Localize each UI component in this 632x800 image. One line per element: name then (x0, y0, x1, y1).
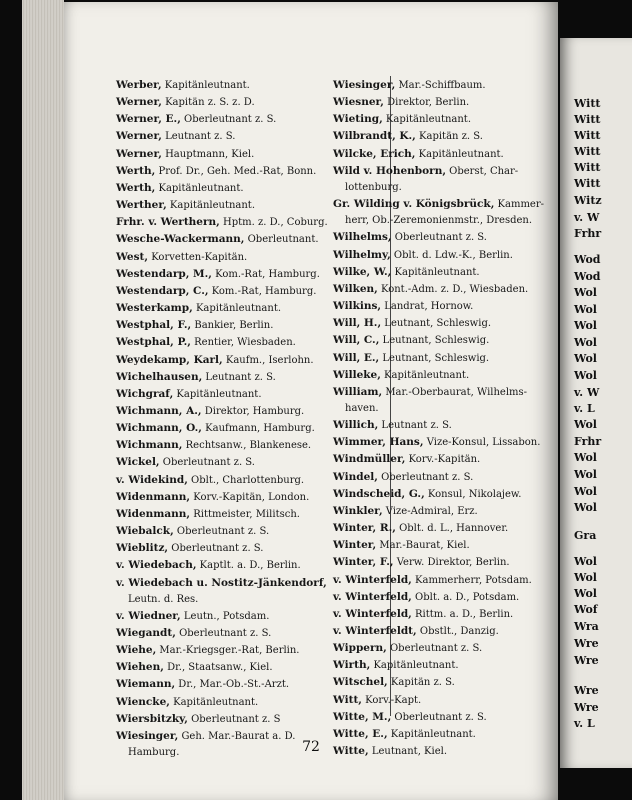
entry-details: Oberleutnant z. S. (391, 232, 487, 244)
entry-details: Kapitänleutnant. (382, 114, 471, 126)
entry-details: Landrat, Hornow. (381, 301, 474, 313)
right-column (333, 77, 545, 760)
book-page-edges (22, 0, 64, 800)
entry-details: Mar.-Kriegsger.-Rat, Berlin. (156, 645, 300, 657)
entry-name: Wiegandt, (116, 627, 176, 639)
entry-details: Kapitänleutnant. (161, 80, 250, 91)
entry-name: Wichmann, O., (116, 422, 202, 435)
entry-name: Wieting, (333, 113, 383, 126)
directory-entry (116, 608, 322, 625)
entry-name: v. Winterfeld, (333, 607, 412, 620)
entry-details: Kapitänleutnant. (169, 696, 259, 708)
adjacent-page-fragment: v. W (574, 211, 600, 224)
directory-entry (333, 537, 535, 554)
entry-name: Witte, E., (333, 727, 388, 740)
entry-name: Witschel, (333, 676, 388, 689)
entry-details: Kom.-Rat, Hamburg. (211, 268, 320, 280)
entry-details: Korvetten-Kapitän. (148, 251, 248, 263)
entry-name: West, (116, 250, 149, 263)
directory-entry (116, 454, 322, 471)
entry-name: Wiesinger, (333, 79, 396, 91)
entry-details: Direktor, Hamburg. (201, 405, 305, 417)
entry-name: Werth, (116, 164, 156, 177)
entry-details: Oblt., Charlottenburg. (187, 474, 305, 486)
page-number: 72 (302, 739, 320, 755)
directory-entry (116, 94, 322, 111)
entry-details: Oberleutnant z. S. (173, 526, 270, 538)
adjacent-page-fragment: Wol (574, 451, 597, 464)
entry-name: Wichmann, (116, 439, 183, 452)
entry-details: Kapitän z. S. (415, 131, 483, 143)
entry-name: Witte, M., (333, 710, 392, 723)
directory-entry (116, 642, 322, 659)
entry-details: Oblt. d. L., Hannover. (395, 523, 509, 535)
entry-details: Korv.-Kapt. (361, 694, 422, 706)
entry-details: Mar.-Baurat, Kiel. (376, 540, 470, 552)
entry-name: Westendarp, C., (116, 284, 209, 297)
directory-entry (333, 247, 535, 264)
entry-name: v. Winterfeld, (333, 590, 412, 603)
adjacent-page-fragment: Wre (574, 637, 599, 650)
entry-name: Winter, R., (333, 522, 396, 535)
adjacent-page-fragment: Wra (574, 620, 599, 633)
entry-details: Kammerherr, Potsdam. (411, 574, 532, 586)
directory-entry (333, 520, 535, 537)
adjacent-page-fragment: Witt (574, 161, 601, 174)
adjacent-page-fragment: Wol (574, 369, 597, 382)
entry-name: Wilhelmy, (333, 248, 391, 261)
entry-details: Korv.-Kapitän. (405, 454, 481, 466)
entry-name: Werner, (116, 147, 162, 160)
entry-details: Kapitän z. S. z. D. (161, 97, 255, 109)
entry-name: Werner, (116, 96, 162, 109)
adjacent-page-fragment: Gra (574, 529, 597, 542)
entry-name: Wiersbitzky, (116, 712, 188, 725)
directory-entry (116, 369, 322, 386)
entry-details: Oberleutnant z. S. (391, 711, 487, 723)
entry-details: Oberleutnant z. S (187, 713, 281, 725)
entry-details: Leutnant z. S. (161, 131, 236, 143)
entry-details: Oblt. d. Ldw.-K., Berlin. (390, 249, 513, 261)
adjacent-page-fragment: Wol (574, 587, 597, 600)
entry-name: Wilbrandt, K., (333, 130, 416, 143)
entry-name: Wilhelms, (333, 231, 392, 244)
adjacent-page-fragment: v. W (574, 386, 600, 399)
directory-entry (333, 128, 535, 145)
directory-entry (116, 231, 322, 248)
directory-entry (333, 554, 535, 571)
directory-entry (333, 469, 535, 486)
entry-continuation: haven. (345, 402, 379, 414)
directory-entry (333, 315, 535, 332)
adjacent-page-fragment: Wod (574, 270, 601, 283)
entry-name: Widenmann, (116, 490, 191, 503)
directory-entry (116, 197, 322, 214)
entry-name: Wiebalck, (116, 525, 174, 538)
adjacent-page-fragment: Wol (574, 571, 597, 584)
entry-name: v. Winterfeldt, (333, 625, 417, 637)
entry-name: Winkler, (333, 504, 383, 517)
entry-name: Will, E., (333, 351, 380, 364)
entry-name: Will, H., (333, 317, 382, 330)
entry-name: Wilke, W., (333, 265, 392, 278)
adjacent-page-fragment: Wol (574, 319, 597, 332)
directory-entry (333, 657, 535, 674)
entry-name: Werther, (116, 199, 167, 212)
entry-details: Direktor, Berlin. (383, 97, 470, 109)
entry-details: Oberleutnant z. S. (377, 471, 474, 483)
adjacent-page-fragment: Wol (574, 418, 597, 431)
directory-entry (333, 417, 535, 434)
entry-name: v. Widekind, (116, 473, 188, 486)
entry-details: Bankier, Berlin. (191, 320, 274, 332)
entry-details: Kaptlt. a. D., Berlin. (196, 560, 301, 572)
adjacent-page-fragment: Witt (574, 129, 601, 142)
entry-name: Winter, F., (333, 556, 394, 569)
directory-entry (116, 540, 322, 557)
entry-details: Leutn., Potsdam. (180, 610, 270, 622)
entry-details: Dr., Staatsanw., Kiel. (163, 662, 273, 674)
entry-name: v. Winterfeld, (333, 573, 412, 586)
directory-entry (333, 298, 535, 315)
adjacent-page-fragment: Wol (574, 352, 597, 365)
directory-entry (333, 367, 535, 384)
entry-details: Kapitänleutnant. (380, 369, 470, 381)
directory-entry (116, 489, 322, 506)
entry-name: Winter, (333, 539, 377, 552)
left-column (116, 77, 328, 761)
directory-entry (116, 506, 322, 523)
adjacent-page-fragment: Wod (574, 253, 601, 266)
directory-entry (333, 196, 545, 229)
entry-name: Wiesinger, (116, 729, 179, 742)
entry-details: Korv.-Kapitän, London. (190, 491, 310, 503)
directory-entry (333, 623, 535, 640)
directory-entry (333, 77, 535, 94)
directory-entry (116, 163, 322, 180)
adjacent-page-fragment: Wol (574, 501, 597, 514)
directory-entry (116, 214, 328, 231)
adjacent-page-fragment: Witt (574, 113, 601, 126)
directory-entry (116, 575, 327, 608)
directory-entry (116, 403, 322, 420)
entry-details: Prof. Dr., Geh. Med.-Rat, Bonn. (155, 165, 317, 177)
entry-name: Windel, (333, 470, 378, 483)
entry-details: Dr., Mar.-Ob.-St.-Arzt. (175, 679, 290, 691)
entry-name: Werner, (116, 130, 162, 143)
entry-name: Werth, (116, 181, 156, 194)
directory-entry (333, 606, 535, 623)
entry-name: v. Wiedebach u. Nostitz-Jänkendorf, (116, 576, 327, 589)
directory-entry (333, 486, 535, 503)
directory-entry (333, 589, 535, 606)
adjacent-page-fragment: Wol (574, 336, 597, 349)
directory-entry (116, 676, 322, 693)
entry-details: Rechtsanw., Blankenese. (182, 440, 312, 452)
adjacent-page-fragment: Wol (574, 303, 597, 316)
directory-entry (116, 128, 322, 145)
entry-details: Oblt. a. D., Potsdam. (411, 591, 520, 603)
entry-name: Widenmann, (116, 507, 191, 520)
directory-entry (116, 180, 322, 197)
entry-name: Willeke, (333, 368, 381, 381)
entry-name: Westphal, P., (116, 336, 191, 349)
directory-entry (333, 503, 535, 520)
entry-name: Willich, (333, 419, 379, 432)
entry-details: Geh. Mar.-Baurat a. D. (178, 730, 296, 742)
adjacent-page-fragment: Wol (574, 286, 597, 299)
directory-entry (116, 472, 322, 489)
directory-entry (333, 640, 535, 657)
adjacent-page (560, 38, 632, 768)
entry-details: Vize-Konsul, Lissabon. (423, 437, 541, 449)
adjacent-page-fragment: Wol (574, 555, 597, 568)
entry-name: Wirth, (333, 659, 371, 672)
directory-entry (116, 283, 322, 300)
entry-details: Verw. Direktor, Berlin. (393, 557, 510, 569)
entry-details: Leutnant, Schleswig. (381, 318, 492, 330)
directory-entry (116, 334, 322, 351)
directory-entry (116, 249, 322, 266)
entry-details: Oberleutnant z. S. (180, 114, 277, 126)
entry-name: Wickel, (116, 456, 160, 469)
directory-entry (333, 94, 535, 111)
entry-name: Westendarp, M., (116, 267, 212, 280)
adjacent-page-fragment: Witz (574, 194, 602, 207)
entry-name: Windmüller, (333, 453, 406, 466)
directory-entry (116, 266, 322, 283)
entry-details: Oberleutnant. (244, 234, 319, 246)
entry-continuation: Leutn. d. Res. (128, 593, 199, 605)
entry-details: Kapitänleutnant. (370, 660, 459, 672)
directory-entry (116, 711, 322, 728)
directory-entry (333, 709, 535, 726)
directory-entry (333, 163, 535, 196)
directory-entry (333, 692, 535, 709)
entry-name: v. Wiedner, (116, 609, 181, 622)
entry-details: Kapitänleutnant. (391, 266, 480, 278)
entry-details: Kapitänleutnant. (166, 200, 255, 212)
entry-continuation: herr, Ob.-Zeremonienmstr., Dresden. (345, 215, 533, 227)
entry-details: Kom.-Rat, Hamburg. (208, 285, 317, 297)
entry-name: Gr. Wilding v. Königsbrück, (333, 198, 495, 211)
adjacent-page-fragment: v. L (574, 402, 595, 415)
adjacent-page-fragment: Wre (574, 654, 599, 667)
entry-name: Weydekamp, Karl, (116, 353, 223, 366)
directory-entry (116, 146, 322, 163)
entry-details: Rittm. a. D., Berlin. (411, 608, 514, 620)
entry-name: Wieblitz, (116, 542, 169, 555)
adjacent-page-fragment: Wre (574, 684, 599, 697)
entry-details: Vize-Admiral, Erz. (382, 505, 478, 517)
entry-continuation: Hamburg. (128, 747, 180, 759)
entry-details: Kapitänleutnant. (173, 388, 262, 400)
directory-entry (333, 743, 535, 760)
directory-entry (333, 572, 535, 589)
directory-entry (333, 264, 535, 281)
entry-name: William, (333, 385, 383, 398)
entry-details: Konsul, Nikolajew. (424, 488, 522, 500)
directory-entry (333, 434, 541, 451)
directory-entry (333, 384, 535, 417)
entry-name: Wesche-Wackermann, (116, 233, 245, 246)
entry-name: Wippern, (333, 642, 387, 655)
entry-name: Westerkamp, (116, 302, 193, 315)
entry-details: Leutnant z. S. (202, 371, 276, 383)
entry-details: Kaufmann, Hamburg. (201, 423, 315, 435)
entry-name: Wichmann, A., (116, 404, 202, 417)
entry-details: Hptm. z. D., Coburg. (219, 217, 328, 229)
entry-details: Leutnant z. S. (378, 420, 452, 432)
entry-details: Oberleutnant z. S. (175, 628, 272, 639)
entry-details: Leutnant, Schleswig. (379, 352, 490, 364)
adjacent-page-fragment: Wol (574, 468, 597, 481)
entry-name: Wiesner, (333, 96, 384, 109)
entry-details: Leutnant, Schleswig. (379, 335, 490, 347)
entry-details: Kapitän z. S. (387, 677, 455, 689)
adjacent-page-fragment: Wre (574, 701, 599, 714)
entry-name: Witte, (333, 745, 369, 758)
entry-name: Wichelhausen, (116, 370, 203, 383)
directory-entry (116, 523, 322, 540)
entry-details: Oberst, Char- (445, 165, 519, 177)
entry-name: Wiencke, (116, 695, 170, 708)
entry-name: Werber, (116, 79, 162, 91)
directory-entry (333, 146, 535, 163)
entry-name: Frhr. v. Werthern, (116, 216, 220, 229)
entry-name: Will, C., (333, 334, 380, 347)
directory-entry (333, 451, 535, 468)
directory-entry (333, 726, 535, 743)
directory-entry (116, 352, 322, 369)
entry-details: Kont.-Adm. z. D., Wiesbaden. (377, 283, 529, 295)
directory-entry (116, 437, 322, 454)
adjacent-page-fragment: Witt (574, 145, 601, 158)
entry-details: Kapitänleutnant. (192, 303, 282, 315)
directory-entry (116, 625, 322, 642)
entry-name: Wiemann, (116, 678, 176, 691)
entry-details: Kapitänleutnant. (387, 728, 476, 740)
entry-details: Leutnant, Kiel. (368, 746, 448, 758)
entry-details: Oberleutnant z. S. (159, 457, 255, 469)
directory-entry (116, 557, 322, 574)
entry-details: Oberleutnant z. S. (168, 543, 264, 555)
entry-name: Westphal, F., (116, 319, 192, 332)
entry-details: Rentier, Wiesbaden. (190, 337, 296, 349)
adjacent-page-fragment: v. L (574, 717, 595, 730)
adjacent-page-fragment: Wol (574, 485, 597, 498)
entry-name: Wild v. Hohenborn, (333, 164, 446, 177)
directory-entry (333, 350, 535, 367)
directory-entry (116, 386, 322, 403)
entry-details: Oberleutnant z. S. (386, 643, 483, 655)
directory-entry (116, 77, 322, 94)
entry-name: Wichgraf, (116, 387, 174, 400)
directory-entry (116, 111, 322, 128)
entry-name: Wiehe, (116, 644, 157, 657)
entry-details: Rittmeister, Militsch. (190, 508, 300, 520)
directory-entry (116, 317, 322, 334)
entry-name: Wilkins, (333, 300, 382, 313)
adjacent-page-fragment: Witt (574, 97, 601, 110)
entry-name: Werner, E., (116, 113, 181, 126)
entry-details: Mar.-Schiffbaum. (395, 80, 486, 91)
entry-details: Kaufm., Iserlohn. (222, 354, 314, 366)
entry-name: Wimmer, Hans, (333, 436, 424, 449)
directory-entry (333, 111, 535, 128)
directory-entry (333, 332, 535, 349)
entry-name: Wilcke, Erich, (333, 147, 416, 160)
entry-details: Mar.-Oberbaurat, Wilhelms- (382, 386, 528, 398)
entry-details: Kapitänleutnant. (415, 148, 504, 160)
entry-name: Windscheid, G., (333, 487, 425, 500)
adjacent-page-fragment: Frhr (574, 435, 602, 448)
directory-entry (116, 728, 322, 761)
directory-entry (116, 420, 322, 437)
adjacent-page-fragment: Witt (574, 177, 601, 190)
entry-details: Kammer- (494, 199, 545, 211)
directory-entry (333, 229, 535, 246)
entry-details: Kapitänleutnant. (155, 182, 244, 194)
directory-entry (116, 694, 322, 711)
entry-continuation: lottenburg. (345, 181, 402, 193)
directory-entry (116, 659, 322, 676)
entry-name: Wilken, (333, 282, 378, 295)
directory-entry (116, 300, 322, 317)
entry-name: Witt, (333, 693, 362, 706)
directory-entry (333, 281, 535, 298)
adjacent-page-fragment: Wof (574, 603, 598, 616)
entry-details: Hauptmann, Kiel. (161, 148, 255, 160)
entry-name: Wiehen, (116, 661, 164, 674)
entry-details: Obstlt., Danzig. (416, 626, 499, 637)
entry-name: v. Wiedebach, (116, 559, 197, 572)
directory-entry (333, 674, 535, 691)
adjacent-page-fragment: Frhr (574, 227, 602, 240)
